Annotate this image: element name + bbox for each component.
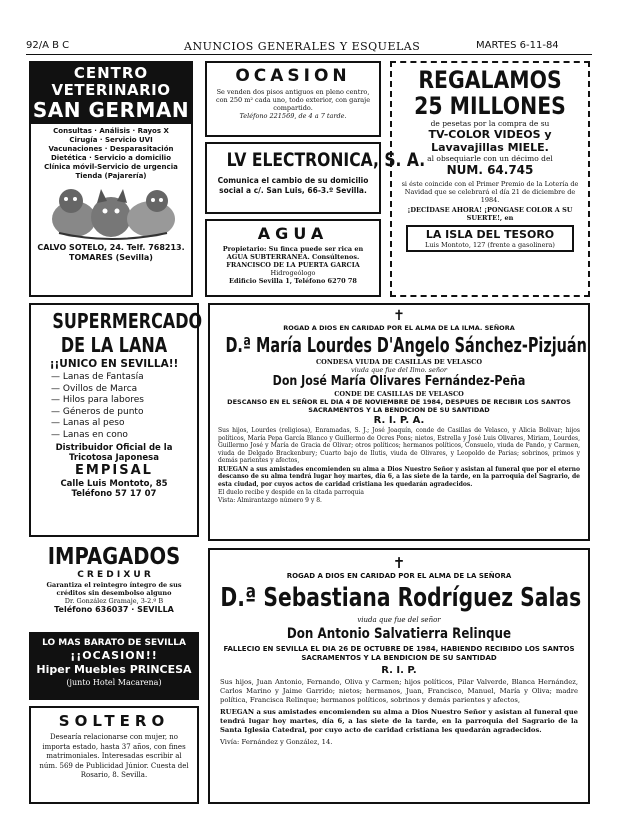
esquela1-intro: ROGAD A DIOS EN CARIDAD POR EL ALMA DE LA ILMA. SEÑORA [283,324,515,332]
barato-line-3: Hiper Muebles PRINCESA [36,663,192,676]
centro-line-6: Tienda (Pajarería) [75,172,147,180]
impagados-phone: Teléfono 636037 · SEVILLA [54,605,174,614]
header-rule [26,54,592,55]
regalamos-number: NUM. 64.745 [446,163,534,177]
animals-illustration [39,183,183,241]
super-title-1: SUPERMERCADO [52,309,203,333]
regalamos-line-4: al obsequiarle con un décimo del [427,154,553,163]
cross-icon: ✝ [393,308,405,324]
centro-city: TOMARES (Sevilla) [69,253,153,262]
esquela2-died: FALLECIO EN SEVILLA EL DIA 26 DE OCTUBRE DE 1984, HABIENDO RECIBIDO LOS SANTOS SACRAMENTOS Y LA BENDICION DE SU SANTIDAD [223,645,575,662]
agua-title: AGUA [257,224,329,243]
esquela2-family: Sus hijos, Juan Antonio, Fernando, Oliva y Carmen; hijos políticos, Pilar Valverde, Blanca Hernández, Carlos Marino y Jaime Garrido; nietos; hermanos, Juan, Francisco, Manuel, María y Oliva; madre política, Francisca Relinque; hermanos políticos, sobrinos y demás parientes y afectos, [220,678,578,704]
ad-hiper-muebles [29,632,199,700]
esquela1-duelo: El duelo recibe y despide en la citada parroquia [218,489,365,496]
super-item: — Géneros de punto [51,406,144,417]
ad-centro-veterinario [29,61,193,297]
esquela2-address: Vivía: Fernández y González, 14. [220,738,333,746]
ad-regalamos [390,61,590,297]
regalamos-line-6: ¡DECÍDASE AHORA! ¡PONGASE COLOR A SU SUERTE!, en [407,206,573,222]
ad-soltero [29,706,199,804]
barato-line-4: (junto Hotel Macarena) [66,678,162,687]
esquela2-husband: Don Antonio Salvatierra Relinque [286,626,512,642]
super-brand: EMPISAL [75,463,153,478]
esquela1-address: Vista: Almirantazgo número 9 y 8. [218,496,322,504]
esquela1-husband: Don José María Olivares Fernández-Peña [272,374,526,389]
super-item-label: Lanas al peso [62,418,125,428]
centro-line-4: Dietética · Servicio a domicilio [50,154,172,162]
ocasion-phone: Teléfono 221569, de 4 a 7 tarde. [239,112,347,120]
regalamos-line-3: Lavavajillas MIELE. [431,141,549,154]
super-item-label: Lanas en cono [62,429,128,440]
super-item: — Lanas de Fantasía [51,372,144,382]
barato-line-1: LO MAS BARATO DE SEVILLA [42,638,186,648]
impagados-address: Dr. González Gramaje, 3-2.º B [64,597,164,605]
ocasion-text: Se venden dos pisos antiguos en pleno centro, con 250 m² cada uno, todo exterior, con garaje compartido. [215,88,371,112]
centro-title-2: VETERINARIO [51,81,171,99]
centro-title-1: CENTRO [73,64,149,82]
section-title: ANUNCIOS GENERALES Y ESQUELAS [184,40,421,53]
agua-address: Edificio Sevilla 1, Teléfono 6270 78 [229,277,357,285]
agua-text: Propietario: Su finca puede ser rica en AGUA SUBTERRANEA. Consúltenos. FRANCISCO DE LA PUERTA GARCIA [222,245,364,269]
impagados-text: Garantiza el reintegro íntegro de sus créditos sin desembolso alguno [46,581,182,597]
lv-text: Comunica el cambio de su domicilio social a c/. San Luis, 66-3.º Sevilla. [217,176,369,195]
super-item-label: Ovillos de Marca [62,383,138,394]
cross-icon: ✝ [392,554,406,572]
ad-agua [205,219,381,297]
centro-line-1: Consultas · Análisis · Rayos X [53,127,169,135]
ad-ocasion [205,61,381,137]
esquela1-name: D.ª María Lourdes D'Angelo Sánchez-Pizjuán [225,333,587,357]
super-item-label: Géneros de punto [62,406,144,417]
esquela2-ruegan: RUEGAN a sus amistades encomienden su alma a Dios Nuestro Señor y asistan al funeral que tendrá lugar hoy martes, día 6, a las siete de la tarde, en la parroquia del Sagrario de la Santa Iglesia Catedral, por cuyo acto de caridad cristiana les quedarán agradecidos. [220,708,578,734]
super-phone: Teléfono 57 17 07 [71,489,157,499]
esquela1-died: DESCANSO EN EL SEÑOR EL DIA 4 DE NOVIEMBRE DE 1984, DESPUES DE RECIBIR LOS SANTOS SACRAMENTOS Y LA BENDICION DE SU SANTIDAD [227,398,571,414]
centro-line-3: Vacunaciones · Desparasitación [48,145,174,153]
super-item-label: Hilos para labores [62,395,144,405]
regalamos-shop: LA ISLA DEL TESORO [425,228,555,241]
regalamos-shop-box [406,225,574,252]
centro-line-5: Clínica móvil-Servicio de urgencia [44,163,178,171]
agua-role: Hidrogeólogo [270,269,316,277]
centro-line-2: Cirugía · Servicio UVI [69,136,153,144]
super-dist-2: Tricotosa Japonesa [69,453,159,463]
esquela2-widow: viuda que fue del señor [357,616,441,624]
esquela1-widow: viuda que fue del Ilmo. señor [350,366,448,374]
super-item-label: Lanas de Fantasía [62,372,144,382]
page-number: 92/A B C [26,40,70,51]
super-address: Calle Luis Montoto, 85 [60,479,168,489]
ad-impagados [29,544,199,624]
regalamos-line-1: de pesetas por la compra de su [430,119,550,128]
barato-line-2: ¡¡OCASION!! [70,649,158,662]
esquela2-rip: R. I. P. [381,665,417,676]
super-title-2: DE LA LANA [60,333,168,357]
regalamos-title-2: 25 MILLONES [414,92,566,120]
esquela1-title: CONDESA VIUDA DE CASILLAS DE VELASCO [315,358,482,366]
esquela1-ruegan: RUEGAN a sus amistades encomienden su alma a Dios Nuestro Señor y asistan al funeral que por el eterno descanso de su alma tendrá lugar hoy martes, día 6, a las siete de la tarde, en la parroquia del Sagrario, de esta ciudad, por cuyos actos de caridad cristiana les quedarán agradecidos. [218,465,580,488]
esquela1-family: Sus hijos, Lourdes (religiosa), Enramadas, S. J.; José Joaquín, conde de Casillas de Velasco, y Alicia Bolivar; hijos políticos, María Pepa García Blanco y Guillermo de Ocres Pons; nietos, Estrella y José Luis Olivares, Miriam, Lourdes, Guillermo José y María de Gracia de Olivar; otros políticos; hermanos políticos, Consuelo, viuda de Pando, y Carmen, viuda de Delgado Brackenbury; Cuarto bajo de Ilutis, viuda de Olivares, y Leopoldo de Parias; sobrinos, primos y demás parientes y afectos, [218,427,580,464]
centro-address: CALVO SOTELO, 24. Telf. 768213. [37,243,185,252]
regalamos-line-2: TV-COLOR VIDEOS y [428,128,552,141]
ad-lv-electronica [205,142,426,214]
esquela2-name: D.ª Sebastiana Rodríguez Salas [220,583,582,613]
soltero-text: Desearía relacionarse con mujer, no importa estado, hasta 37 años, con fines matrimoniales. Interesadas escribir al núm. 569 de Publicidad Júnior. Cuesta del Rosario, 8. Sevilla. [39,733,189,779]
esquela-dangelo [208,303,590,541]
centro-title-banner [31,63,191,124]
super-item: — Lanas al peso [51,418,125,428]
page-date: MARTES 6-11-84 [476,40,559,51]
super-item: — Lanas en cono [51,429,128,440]
esquela1-husband-title: CONDE DE CASILLAS DE VELASCO [334,390,464,398]
super-items [51,372,191,441]
impagados-title: IMPAGADOS [47,544,181,570]
soltero-title: SOLTERO [58,712,170,730]
super-item: — Ovillos de Marca [51,383,138,394]
super-item: — Hilos para labores [51,395,144,405]
regalamos-title-1: REGALAMOS [418,66,562,94]
esquela1-rip: R. I. P. A. [373,415,425,426]
regalamos-shop-address: Luis Montoto, 127 (frente a gasolinera) [425,241,555,249]
regalamos-line-5: si éste coincide con el Primer Premio de la Lotería de Navidad que se celebrará el día 21 de diciembre de 1984. [401,180,579,204]
lv-title: LV ELECTRONICA, S. A. [226,149,426,171]
super-dist-1: Distribuidor Oficial de la [55,443,173,453]
ocasion-title: OCASION [235,66,351,86]
super-slogan: ¡¡UNICO EN SEVILLA!! [49,358,179,370]
esquela-rodriguez [208,548,590,804]
impagados-sub: C R E D I X U R [77,570,151,580]
ad-supermercado [29,303,203,537]
esquela2-intro: ROGAD A DIOS EN CARIDAD POR EL ALMA DE LA SEÑORA [286,572,512,580]
centro-title-3: SAN GERMAN [32,98,190,122]
